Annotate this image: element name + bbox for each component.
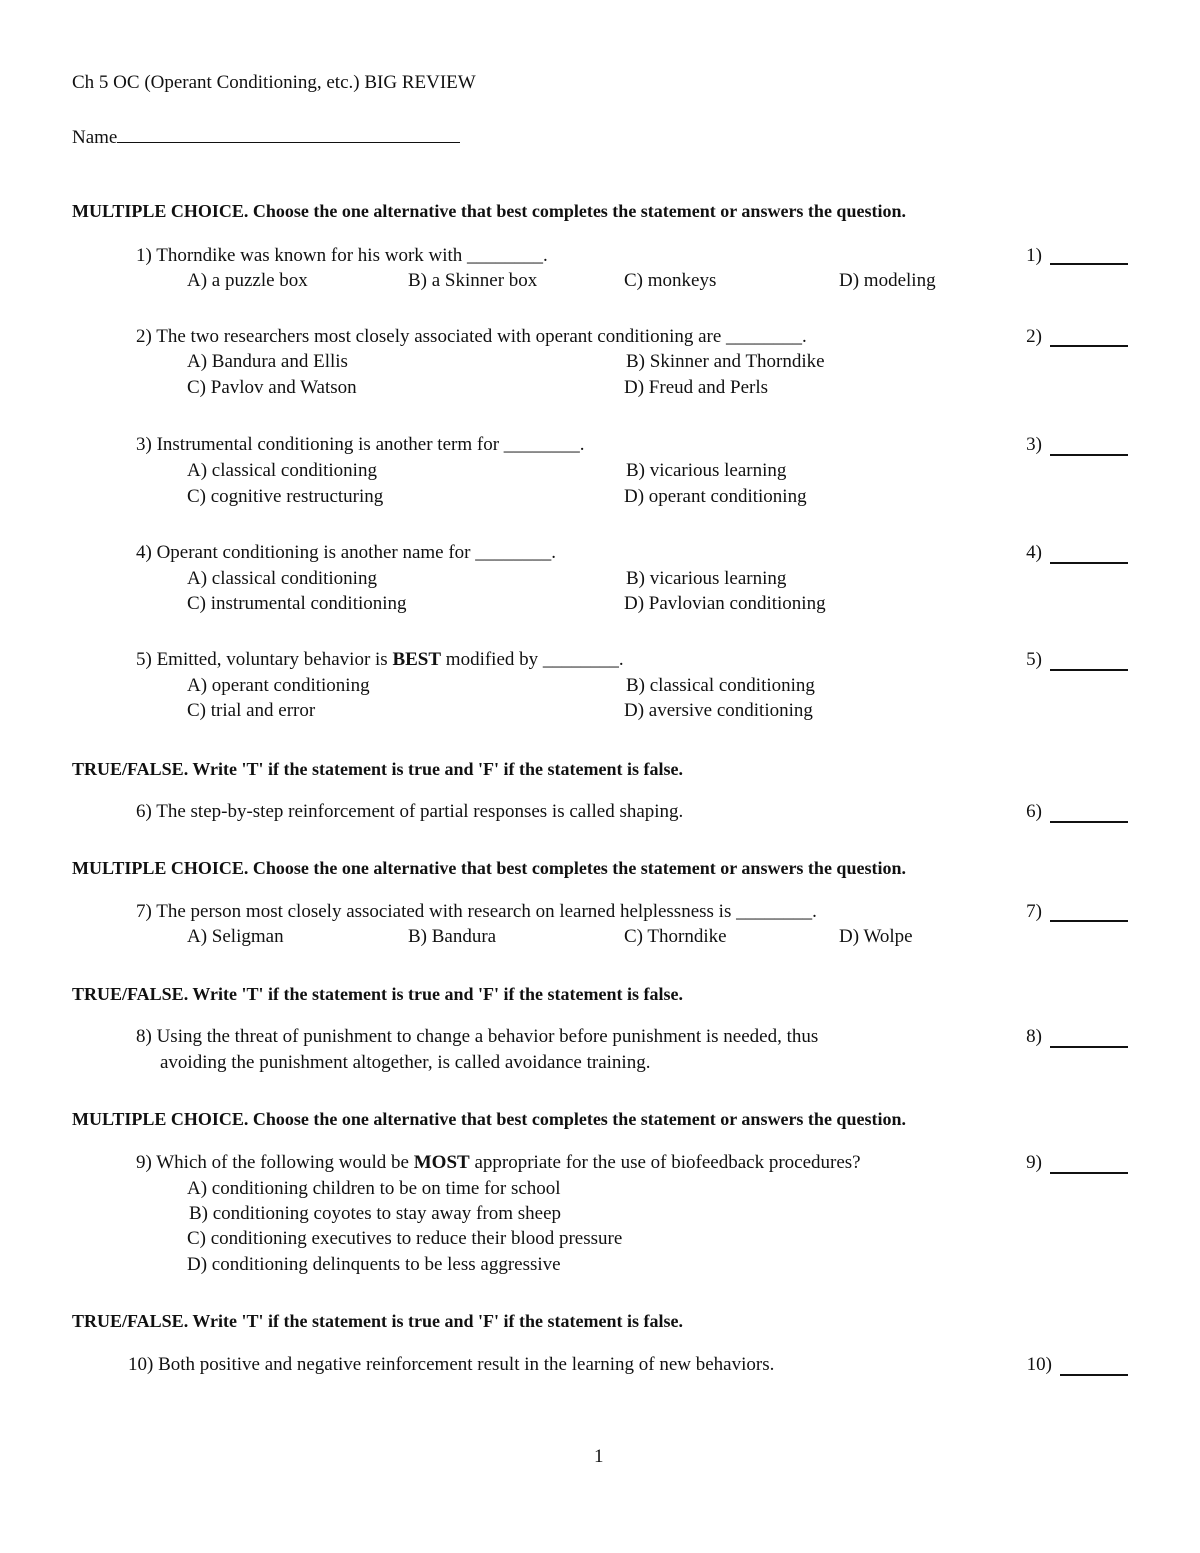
answer-number-6: 6) <box>1026 801 1042 822</box>
q7-option-b: B) Bandura <box>408 926 497 947</box>
question-4-text: 4) Operant conditioning is another name for ________. <box>136 542 557 563</box>
answer-blank-8[interactable] <box>1050 1046 1128 1048</box>
q1-option-d: D) modeling <box>839 270 936 291</box>
answer-number-4: 4) <box>1026 542 1042 563</box>
q4-option-d: D) Pavlovian conditioning <box>624 593 826 614</box>
answer-number-2: 2) <box>1026 326 1042 347</box>
q9-option-b: B) conditioning coyotes to stay away from sheep <box>189 1203 562 1224</box>
answer-blank-9[interactable] <box>1050 1172 1128 1174</box>
section-heading-mc: MULTIPLE CHOICE. Choose the one alternative that best completes the statement or answers the question. <box>72 858 906 878</box>
section-heading-tf: TRUE/FALSE. Write 'T' if the statement is true and 'F' if the statement is false. <box>72 984 683 1004</box>
name-blank-line[interactable] <box>117 124 460 143</box>
q4-option-c: C) instrumental conditioning <box>187 593 407 614</box>
section-heading-mc: MULTIPLE CHOICE. Choose the one alternative that best completes the statement or answers the question. <box>72 1109 906 1129</box>
answer-blank-6[interactable] <box>1050 821 1128 823</box>
q1-option-a: A) a puzzle box <box>187 270 308 291</box>
q7-option-c: C) Thorndike <box>624 926 727 947</box>
q2-option-c: C) Pavlov and Watson <box>187 377 357 398</box>
answer-blank-5[interactable] <box>1050 669 1128 671</box>
section-heading-tf: TRUE/FALSE. Write 'T' if the statement is true and 'F' if the statement is false. <box>72 1311 683 1331</box>
name-label: Name <box>72 127 118 148</box>
question-8-text-line2: avoiding the punishment altogether, is called avoidance training. <box>160 1052 651 1073</box>
answer-number-3: 3) <box>1026 434 1042 455</box>
page-number: 1 <box>594 1446 604 1467</box>
question-10-text: 10) Both positive and negative reinforcement result in the learning of new behaviors. <box>128 1354 775 1375</box>
question-2-text: 2) The two researchers most closely associated with operant conditioning are ________. <box>136 326 807 347</box>
answer-number-5: 5) <box>1026 649 1042 670</box>
question-8-text-line1: 8) Using the threat of punishment to change a behavior before punishment is needed, thus <box>136 1026 819 1047</box>
q3-option-d: D) operant conditioning <box>624 486 807 507</box>
answer-number-10: 10) <box>1026 1354 1052 1375</box>
answer-blank-10[interactable] <box>1060 1374 1128 1376</box>
q9-option-d: D) conditioning delinquents to be less aggressive <box>187 1254 561 1275</box>
q2-option-a: A) Bandura and Ellis <box>187 351 348 372</box>
q4-option-b: B) vicarious learning <box>626 568 787 589</box>
section-heading-mc: MULTIPLE CHOICE. Choose the one alternative that best completes the statement or answers the question. <box>72 201 906 221</box>
answer-blank-1[interactable] <box>1050 263 1128 265</box>
question-9-text: 9) Which of the following would be MOST appropriate for the use of biofeedback procedures? <box>136 1152 861 1173</box>
q5-option-c: C) trial and error <box>187 700 316 721</box>
q7-option-d: D) Wolpe <box>839 926 913 947</box>
document-title: Ch 5 OC (Operant Conditioning, etc.) BIG REVIEW <box>72 72 476 93</box>
section-heading-tf: TRUE/FALSE. Write 'T' if the statement is true and 'F' if the statement is false. <box>72 759 683 779</box>
q2-option-d: D) Freud and Perls <box>624 377 769 398</box>
question-1-text: 1) Thorndike was known for his work with ________. <box>136 245 548 266</box>
answer-blank-2[interactable] <box>1050 345 1128 347</box>
answer-number-8: 8) <box>1026 1026 1042 1047</box>
q1-option-c: C) monkeys <box>624 270 717 291</box>
q2-option-b: B) Skinner and Thorndike <box>626 351 825 372</box>
answer-number-7: 7) <box>1026 901 1042 922</box>
q9-option-a: A) conditioning children to be on time for school <box>187 1178 561 1199</box>
answer-number-1: 1) <box>1026 245 1042 266</box>
q1-option-b: B) a Skinner box <box>408 270 538 291</box>
q3-option-b: B) vicarious learning <box>626 460 787 481</box>
q3-option-a: A) classical conditioning <box>187 460 377 481</box>
q5-option-b: B) classical conditioning <box>626 675 815 696</box>
question-5-text: 5) Emitted, voluntary behavior is BEST modified by ________. <box>136 649 624 670</box>
question-6-text: 6) The step-by-step reinforcement of partial responses is called shaping. <box>136 801 684 822</box>
q3-option-c: C) cognitive restructuring <box>187 486 384 507</box>
answer-blank-7[interactable] <box>1050 920 1128 922</box>
q4-option-a: A) classical conditioning <box>187 568 377 589</box>
q9-option-c: C) conditioning executives to reduce their blood pressure <box>187 1228 623 1249</box>
answer-blank-4[interactable] <box>1050 562 1128 564</box>
answer-number-9: 9) <box>1026 1152 1042 1173</box>
question-3-text: 3) Instrumental conditioning is another term for ________. <box>136 434 585 455</box>
q5-option-d: D) aversive conditioning <box>624 700 813 721</box>
question-7-text: 7) The person most closely associated with research on learned helplessness is ________. <box>136 901 817 922</box>
answer-blank-3[interactable] <box>1050 454 1128 456</box>
name-field[interactable] <box>72 124 460 149</box>
q7-option-a: A) Seligman <box>187 926 284 947</box>
q5-option-a: A) operant conditioning <box>187 675 370 696</box>
